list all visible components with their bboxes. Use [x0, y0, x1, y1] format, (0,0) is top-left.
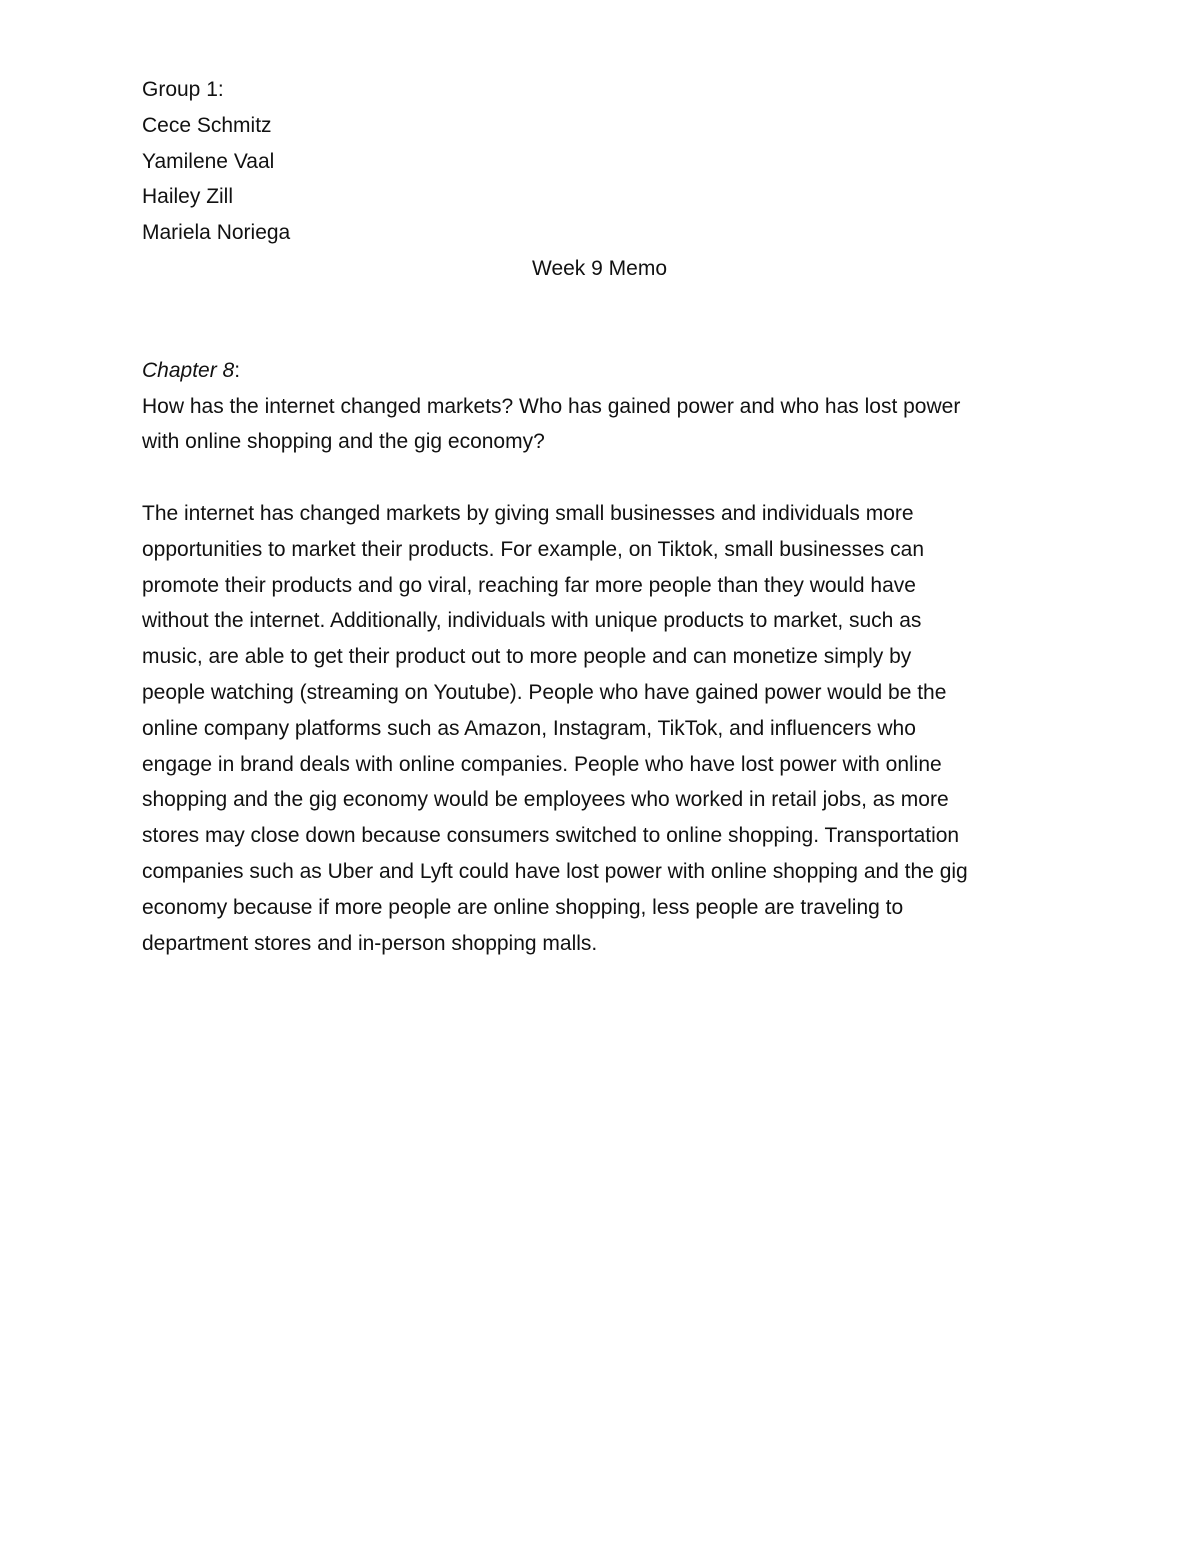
answer-line: online company platforms such as Amazon, Instagram, TikTok, and influencers who: [142, 716, 916, 740]
answer-line: economy because if more people are online shopping, less people are traveling to: [142, 895, 904, 919]
chapter-answer: [142, 496, 1072, 961]
answer-line: department stores and in-person shopping malls.: [142, 931, 598, 955]
chapter-question: [142, 389, 1072, 461]
answer-line: The internet has changed markets by giving small businesses and individuals more: [142, 501, 914, 525]
memo-content: [142, 72, 1072, 961]
answer-line: shopping and the gig economy would be employees who worked in retail jobs, as more: [142, 788, 949, 812]
answer-line: stores may close down because consumers switched to online shopping. Transportation: [142, 824, 960, 848]
chapter-heading: [142, 353, 1072, 389]
chapter-colon: :: [234, 358, 241, 382]
spacer: [142, 287, 1072, 353]
memo-title: Week 9 Memo: [532, 256, 667, 280]
group-member: Hailey Zill: [142, 185, 234, 209]
paragraph-gap: [142, 460, 1072, 496]
answer-line: music, are able to get their product out to more people and can monetize simply by: [142, 645, 912, 669]
group-member: Cece Schmitz: [142, 113, 272, 137]
group-header: [142, 72, 1072, 251]
answer-line: engage in brand deals with online companies. People who have lost power with online: [142, 752, 942, 776]
question-line: How has the internet changed markets? Who has gained power and who has lost power: [142, 394, 961, 418]
answer-line: companies such as Uber and Lyft could have lost power with online shopping and the gig: [142, 859, 968, 883]
answer-line: promote their products and go viral, reaching far more people than they would have: [142, 573, 916, 597]
answer-line: opportunities to market their products. For example, on Tiktok, small businesses can: [142, 537, 925, 561]
group-member: Mariela Noriega: [142, 221, 291, 245]
answer-line: people watching (streaming on Youtube). People who have gained power would be the: [142, 680, 947, 704]
chapter-label: Chapter 8: [142, 358, 235, 382]
answer-line: without the internet. Additionally, individuals with unique products to market, such as: [142, 609, 922, 633]
group-member: Yamilene Vaal: [142, 149, 275, 173]
question-line: with online shopping and the gig economy?: [142, 430, 545, 454]
group-label: Group 1:: [142, 78, 224, 101]
